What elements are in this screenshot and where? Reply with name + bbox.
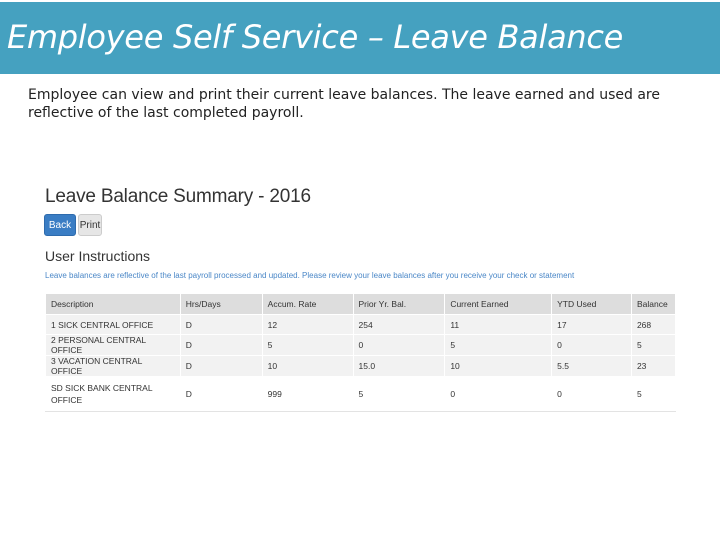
cell-description: 2 PERSONAL CENTRAL OFFICE [46,335,181,356]
column-header-current-earned: Current Earned [445,294,552,315]
cell-accum-rate: 999 [262,377,353,412]
slide-description: Employee can view and print their current leave balances. The leave earned and used are reflective of the last completed payroll. [28,87,660,121]
cell-current-earned: 11 [445,315,552,335]
slide-title: Employee Self Service – Leave Balance [7,18,624,56]
cell-balance: 5 [631,335,675,356]
instructions-text: Leave balances are reflective of the last payroll processed and updated. Please review your leave balances after you receive your check or statement [45,271,575,280]
leave-balance-table [45,293,676,412]
cell-current-earned: 5 [445,335,552,356]
back-button[interactable]: Back [44,214,76,236]
table-row [46,315,676,335]
cell-ytd-used: 17 [552,315,632,335]
print-button[interactable]: Print [78,214,102,236]
cell-prior-yr-bal: 254 [353,315,445,335]
cell-current-earned: 0 [445,377,552,412]
column-header-hrs-days: Hrs/Days [180,294,262,315]
cell-ytd-used: 0 [552,335,632,356]
cell-current-earned: 10 [445,356,552,377]
cell-balance: 268 [631,315,675,335]
table-row [46,335,676,356]
cell-accum-rate: 5 [262,335,353,356]
cell-description: SD SICK BANK CENTRAL OFFICE [46,377,181,412]
cell-accum-rate: 12 [262,315,353,335]
column-header-accum-rate: Accum. Rate [262,294,353,315]
cell-prior-yr-bal: 15.0 [353,356,445,377]
cell-balance: 23 [631,356,675,377]
column-header-description: Description [46,294,181,315]
page-title: Leave Balance Summary - 2016 [45,186,311,207]
cell-hrs-days: D [180,315,262,335]
cell-hrs-days: D [180,377,262,412]
slide-title-bar [0,2,720,74]
cell-hrs-days: D [180,356,262,377]
cell-prior-yr-bal: 0 [353,335,445,356]
cell-accum-rate: 10 [262,356,353,377]
cell-hrs-days: D [180,335,262,356]
instructions-heading: User Instructions [45,248,151,264]
column-header-ytd-used: YTD Used [552,294,632,315]
cell-ytd-used: 0 [552,377,632,412]
cell-description: 1 SICK CENTRAL OFFICE [46,315,181,335]
table-row [46,377,676,412]
cell-balance: 5 [631,377,675,412]
column-header-balance: Balance [631,294,675,315]
cell-ytd-used: 5.5 [552,356,632,377]
column-header-prior-yr-bal: Prior Yr. Bal. [353,294,445,315]
cell-prior-yr-bal: 5 [353,377,445,412]
table-row [46,356,676,377]
leave-balance-screenshot [44,182,678,414]
cell-description: 3 VACATION CENTRAL OFFICE [46,356,181,377]
table-header-row [46,294,676,315]
